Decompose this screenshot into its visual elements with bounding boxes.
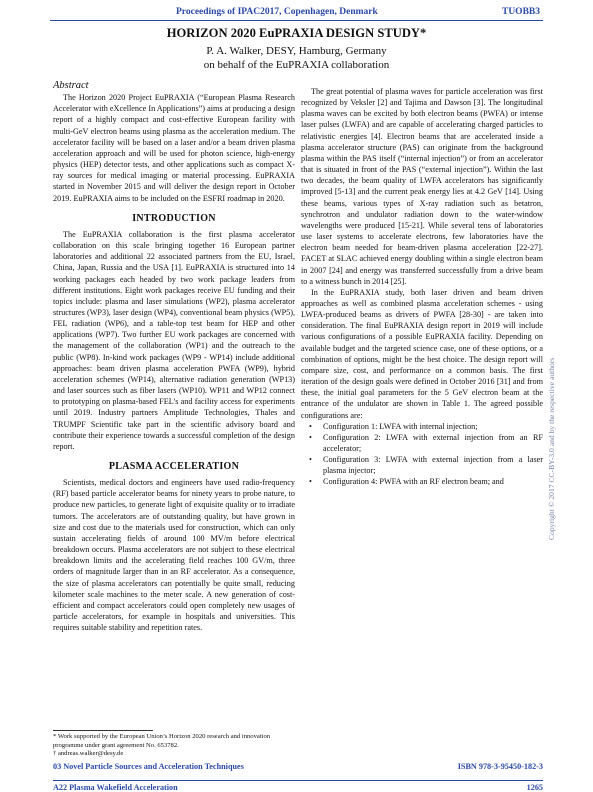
configuration-item: • Configuration 3: LWFA with external injection from a laser plasma injector; — [323, 454, 543, 476]
plasma-paragraph-3: In the EuPRAXIA study, both laser driven and beam driven approaches as well as combined plasma acceleration schemes - using LWFA-produced beams as drivers of PWFA [28-30] - are taken into consideration. The final EuPRAXIA design report in 2019 will include various configurations of a possible EuPRAXIA facility. Depending on available budget and the targeted science case, one of these options, or a combination of options, might be the best choice. The design report will compare size, cost, and performance on a common basis. The first iteration of the design goals were defined in October 2016 [31] and from these, the initial goal parameters for the 5 GeV electron beam at the entrance of the undulator are shown in Table 1. The agreed possible configurations are: — [301, 287, 543, 420]
author-line: P. A. Walker, DESY, Hamburg, Germany — [206, 45, 387, 57]
configuration-item: • Configuration 2: LWFA with external injection from an RF accelerator; — [323, 432, 543, 454]
footer-session: 03 Novel Particle Sources and Acceleration Techniques — [53, 762, 244, 771]
footnote-rule — [53, 730, 153, 731]
plasma-paragraph-1: Scientists, medical doctors and engineers have used radio-frequency (RF) based particle accelerator beams for ninety years to probe nature, to produce new particles, to generate light of exquisite quality or to irradiate tumors. The accelerators are of outstanding quality, but have grown in size and cost due to the materials used for construction, which can only sustain accelerating fields of around 100 MV/m before electrical breakdown occurs. Plasma accelerators are not subject to these electrical breakdown limits and the accelerating field reaches 100 GV/m, three orders of magnitude larger than in an RF accelerator. As a consequence, the size of plasma accelerators can potentially be quite small, reducing kilometer scale machines to the meter scale. A new generation of cost-efficient and compact accelerators could open completely new usages of particle accelerators, for example in hospitals and universities. This requires suitable stability and repetition rates. — [53, 478, 295, 633]
author-block — [0, 44, 593, 72]
plasma-acceleration-heading: PLASMA ACCELERATION — [108, 461, 240, 472]
page-number: 1265 — [526, 783, 543, 792]
footer-isbn: ISBN 978-3-95450-182-3 — [457, 762, 543, 771]
copyright-notice: Copyright © 2017 CC-BY-3.0 and by the respective authors — [547, 357, 556, 540]
configuration-list — [301, 421, 543, 488]
footnotes — [53, 733, 298, 759]
footer-rule — [53, 780, 543, 781]
affiliation-line: on behalf of the EuPRAXIA collaboration — [203, 59, 390, 71]
running-header — [0, 7, 593, 21]
introduction-text: The EuPRAXIA collaboration is the first plasma accelerator collaboration on this scale bringing together 16 European partner laboratories and additional 22 associated partners from the EU, Israel, China, Japan, Russia and the USA [1]. EuPRAXIA is structured into 14 working packages each headed by two work package leaders from different institutions. Eight work packages receive EU funding and their topics include: plasma and laser simulations (WP2), plasma accelerator structures (WP3), laser design (WP4), conventional beam physics (WP5), FEL radiation (WP6), and a table-top test beam for HEP and other applications (WP7). Two further EU work packages are concerned with the management of the collaboration (WP1) and the outreach to the public (WP8). In-kind work packages (WP9 - WP14) include additional approaches: beam driven plasma acceleration PWFA (WP9), hybrid acceleration schemes (WP14), alternative radiation generation (WP13) and laser sources such as fiber lasers (WP10). WP11 and WP12 connect to prototyping on plasma-based FEL’s and facility access for experiments until 2019. Industry partners Amplitude Technologies, Thales and TRUMPF Scientific take part in the scientific advisory board and contribute their experience towards a successful completion of the design report. — [53, 229, 295, 451]
funding-footnote: * Work supported by the European Union’s Horizon 2020 research and innovation programme under grant agreement No. 653782. — [53, 733, 271, 749]
abstract-heading: Abstract — [53, 80, 89, 91]
header-rule — [50, 20, 543, 21]
paper-title: HORIZON 2020 EuPRAXIA DESIGN STUDY* — [166, 26, 427, 40]
left-column — [53, 80, 295, 633]
proceedings-title: Proceedings of IPAC2017, Copenhagen, Denmark — [176, 7, 378, 17]
footer-topic: A22 Plasma Wakefield Acceleration — [53, 783, 178, 792]
right-column — [301, 86, 543, 488]
paper-id: TUOBB3 — [501, 7, 540, 17]
email-footnote: † andreas.walker@desy.de — [53, 750, 124, 758]
plasma-paragraph-2: The great potential of plasma waves for particle acceleration was first recognized by Veksler [2] and Tajima and Dawson [3]. The longitudinal plasma waves can be excited by both electron beams (PWFA) or intense laser pulses (LWFA) and are capable of accelerating charged particles to relativistic energies [4]. Electron beams that are accelerated inside a plasma accelerator structure (PAS) can originate from the background plasma within the PAS itself (“internal injection”) or from an accelerator that is situated in front of the PAS (“external injection”). Within the last two decades, the beam quality of LWFA accelerators has significantly improved [5-13] and the current peak energy lies at 4.2 GeV [14]. Using these beams, various types of X-ray radiation such as betatron, synchrotron and undulator radiation down to the water-window wavelengths were produced [15-21]. While several tens of laboratories use laser systems to accelerate electrons, few laboratories have the electron beam needed for beam-driven plasma acceleration [22-27]. FACET at SLAC achieved energy doubling within a single electron beam in 2007 [24] and energy was transferred successfully from a drive beam to a witness bunch in 2014 [25]. — [301, 87, 543, 286]
abstract-text: The Horizon 2020 Project EuPRAXIA (“European Plasma Research Accelerator with eXcellence In Applications”) aims at producing a design report of a highly compact and cost-effective European facility with multi-GeV electron beams using plasma as the acceleration medium. The accelerator facility will be based on a laser and/or a beam driven plasma acceleration approach and will be used for photon science, high-energy physics (HEP) detector tests, and other applications such as compact X-ray sources for medical imaging or material processing. EuPRAXIA started in November 2015 and will deliver the design report in October 2019. EuPRAXIA aims to be included on the ESFRI roadmap in 2020. — [53, 93, 295, 203]
configuration-item: • Configuration 4: PWFA with an RF electron beam; and — [323, 476, 543, 487]
introduction-heading: INTRODUCTION — [132, 212, 216, 224]
configuration-item: • Configuration 1: LWFA with internal injection; — [323, 421, 543, 432]
